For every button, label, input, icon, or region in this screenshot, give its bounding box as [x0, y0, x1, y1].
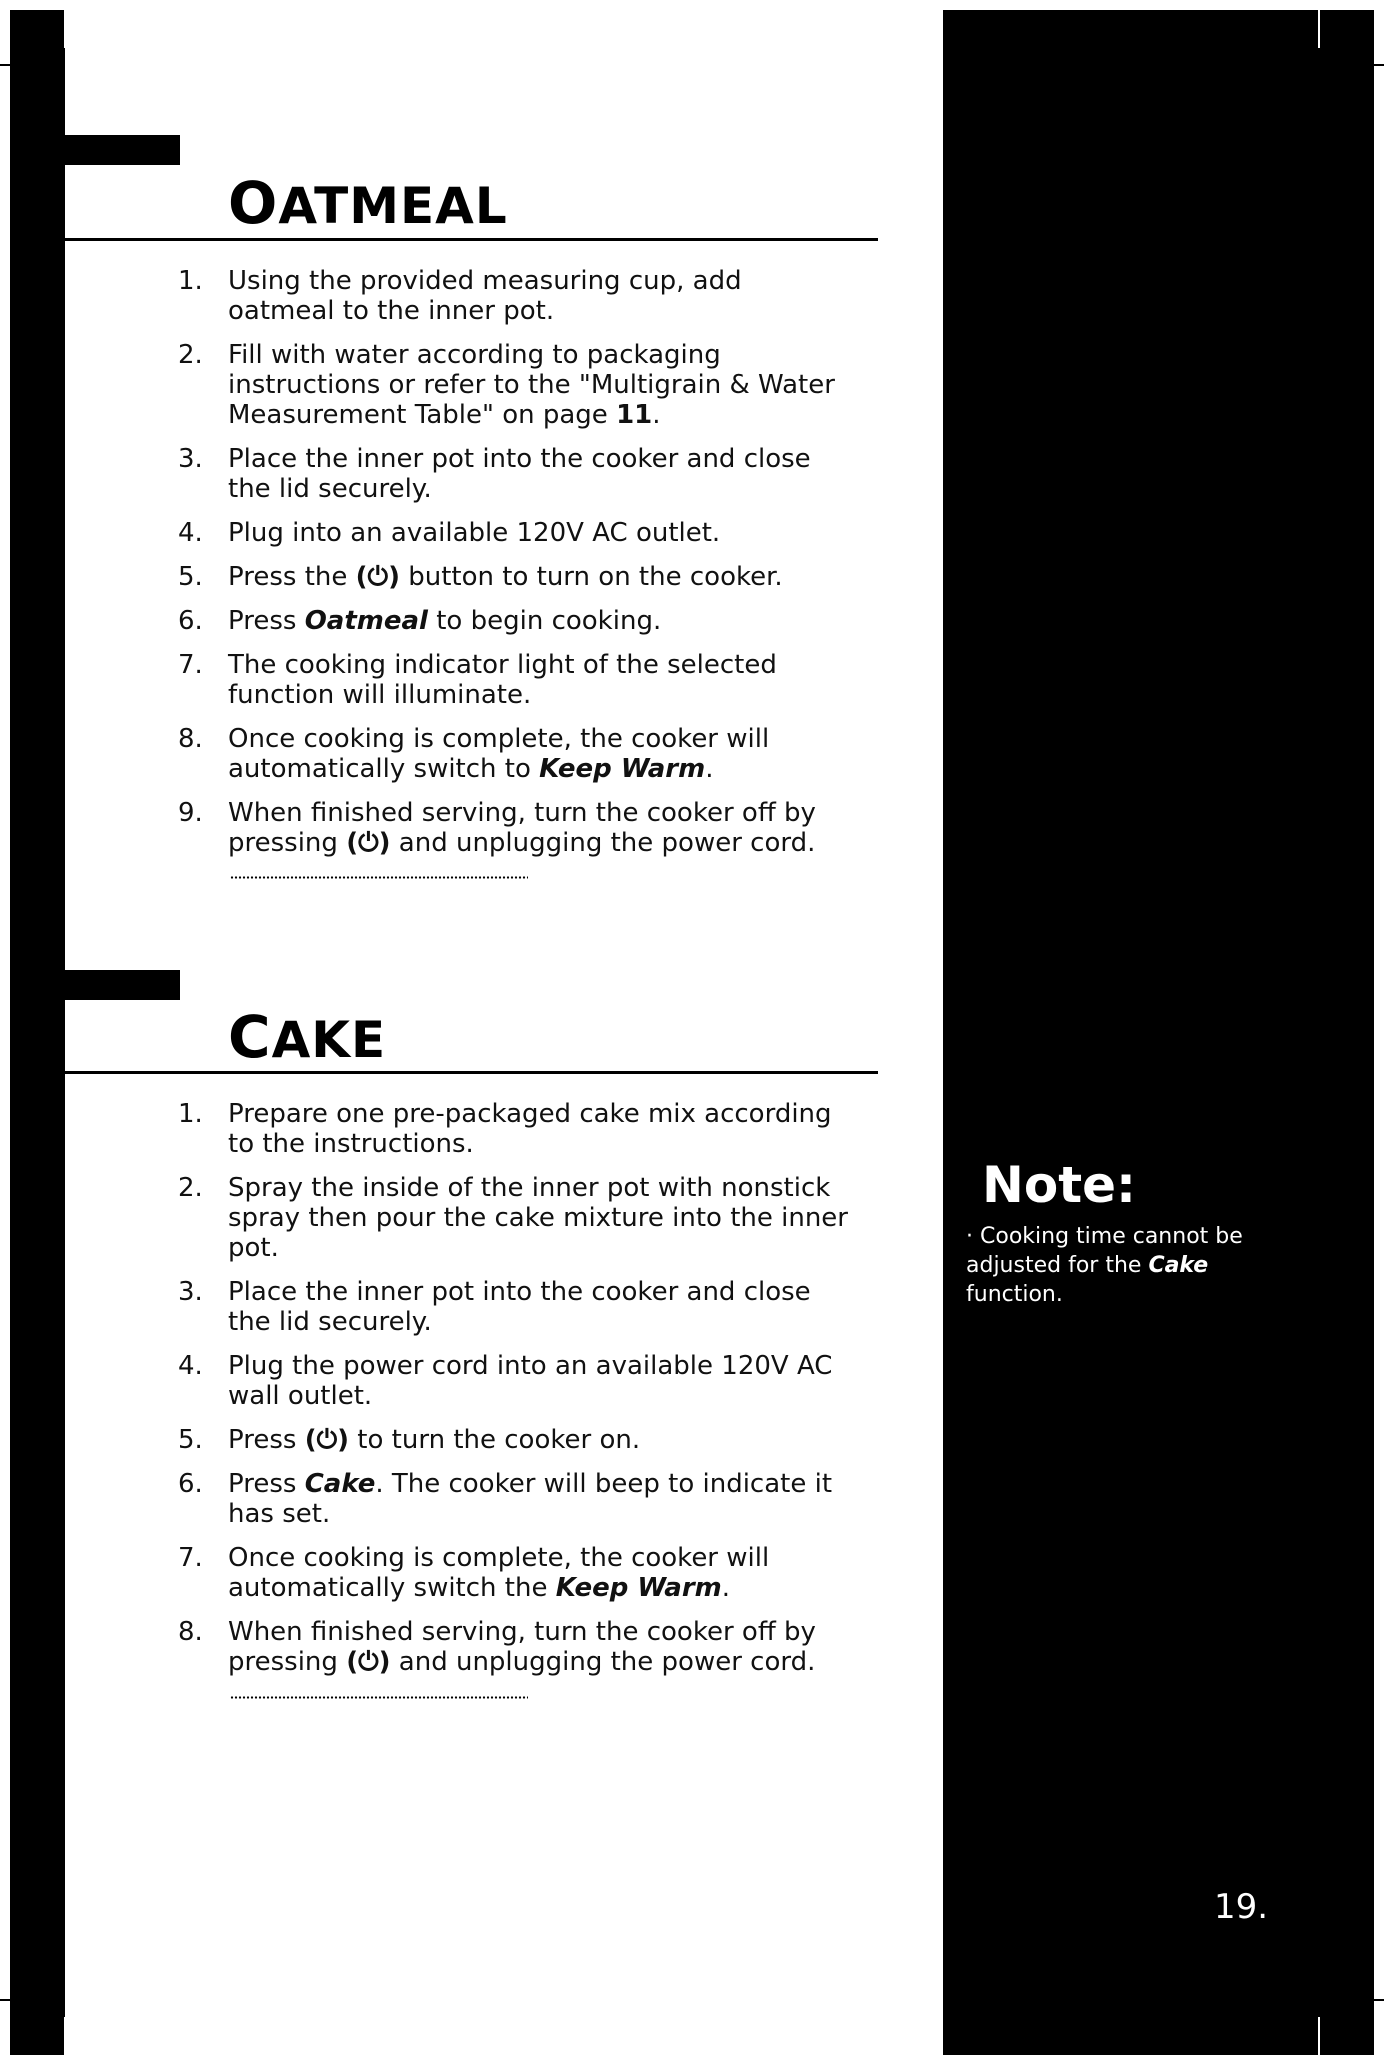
step-number: 4.: [178, 1351, 203, 1381]
step-text: . The cooker will beep to indicate it has set.: [228, 1469, 833, 1529]
power-icon: (⏻): [346, 1647, 391, 1677]
oatmeal-dotted-divider: [230, 876, 528, 879]
step-text: Plug into an available 120V AC outlet.: [228, 518, 721, 548]
page-number: 19.: [1214, 1887, 1269, 1927]
step-number: 7.: [178, 650, 203, 680]
oatmeal-steps-list: [168, 266, 848, 872]
oatmeal-step: [168, 724, 848, 784]
note-bullet: ·: [966, 1224, 973, 1249]
crop-mark: [1336, 1999, 1384, 2001]
step-text: Prepare one pre-packaged cake mix according to the instructions.: [228, 1099, 832, 1159]
step-number: 9.: [178, 798, 203, 828]
step-number: 8.: [178, 1617, 203, 1647]
step-text: to begin cooking.: [427, 606, 662, 636]
function-name: Cake: [304, 1469, 376, 1499]
step-text: .: [721, 1573, 731, 1603]
power-icon: (⏻): [346, 828, 391, 858]
step-text: and unplugging the power cord.: [390, 1647, 816, 1677]
oatmeal-step: [168, 266, 848, 326]
oatmeal-step: [168, 606, 848, 636]
step-text: Press: [228, 1425, 305, 1455]
step-number: 2.: [178, 340, 203, 370]
step-number: 1.: [178, 266, 203, 296]
step-number: 1.: [178, 1099, 203, 1129]
cake-step: [168, 1173, 848, 1263]
step-text: Using the provided measuring cup, add oatmeal to the inner pot.: [228, 266, 742, 326]
oatmeal-title: OATMEAL: [228, 169, 508, 237]
step-text: The cooking indicator light of the selected function will illuminate.: [228, 650, 777, 710]
note-text: · Cooking time cannot be adjusted for the Cake function.: [966, 1224, 1243, 1307]
crop-mark: [0, 1999, 48, 2001]
oatmeal-step: [168, 798, 848, 858]
oatmeal-step: [168, 518, 848, 548]
step-number: 8.: [178, 724, 203, 754]
step-text: When finished serving, turn the cooker off by pressing: [228, 1617, 816, 1677]
step-number: 3.: [178, 1277, 203, 1307]
oatmeal-step: [168, 650, 848, 710]
step-text: to turn the cooker on.: [349, 1425, 641, 1455]
function-name: Oatmeal: [304, 606, 428, 636]
cake-dotted-divider: [230, 1696, 528, 1699]
step-number: 5.: [178, 1425, 203, 1455]
crop-mark: [1318, 2017, 1320, 2065]
step-text: Place the inner pot into the cooker and close the lid securely.: [228, 444, 811, 504]
step-text: Plug the power cord into an available 120V AC wall outlet.: [228, 1351, 833, 1411]
crop-mark: [64, 0, 66, 48]
cake-step: [168, 1617, 848, 1677]
oatmeal-section-tab: [65, 135, 180, 165]
cake-section-tab: [65, 970, 180, 1000]
step-number: 5.: [178, 562, 203, 592]
cake-title-rule: [65, 1071, 878, 1074]
cake-step: [168, 1425, 848, 1455]
left-margin-bar: [10, 10, 65, 2055]
oatmeal-title-rule: [65, 238, 878, 241]
step-text: Spray the inside of the inner pot with nonstick spray then pour the cake mixture into the inner pot.: [228, 1173, 848, 1263]
note-emphasis: Cake: [1148, 1253, 1209, 1278]
power-icon: (⏻): [355, 562, 400, 592]
step-text: 11: [616, 400, 653, 430]
step-text: Once cooking is complete, the cooker will automatically switch the: [228, 1543, 770, 1603]
cake-step: [168, 1543, 848, 1603]
cake-step: [168, 1099, 848, 1159]
step-text: Press: [228, 1469, 305, 1499]
cake-step: [168, 1469, 848, 1529]
step-text: and unplugging the power cord.: [390, 828, 816, 858]
crop-mark: [1336, 64, 1384, 66]
cake-step: [168, 1351, 848, 1411]
crop-mark: [1318, 0, 1320, 48]
step-text: Fill with water according to packaging instructions or refer to the "Multigrain & Water Measurement Table" on page: [228, 340, 835, 430]
step-text: .: [705, 754, 714, 784]
sidebar-panel: [943, 10, 1374, 2055]
step-text: button to turn on the cooker.: [399, 562, 783, 592]
oatmeal-step: [168, 340, 848, 430]
power-icon: (⏻): [304, 1425, 350, 1455]
step-number: 2.: [178, 1173, 203, 1203]
oatmeal-step: [168, 444, 848, 504]
step-number: 3.: [178, 444, 203, 474]
oatmeal-step: [168, 562, 848, 592]
step-number: 6.: [178, 606, 203, 636]
crop-mark: [0, 64, 48, 66]
step-text: Place the inner pot into the cooker and close the lid securely.: [228, 1277, 811, 1337]
step-number: 6.: [178, 1469, 203, 1499]
step-text: Once cooking is complete, the cooker will automatically switch to: [228, 724, 770, 784]
step-text: Press: [228, 606, 305, 636]
step-text: When finished serving, turn the cooker off by pressing: [228, 798, 816, 858]
step-text: Press the: [228, 562, 356, 592]
step-number: 7.: [178, 1543, 203, 1573]
step-number: 4.: [178, 518, 203, 548]
note-title: Note:: [982, 1156, 1137, 1214]
step-text: .: [652, 400, 661, 430]
function-name: Keep Warm: [555, 1573, 722, 1603]
cake-step: [168, 1277, 848, 1337]
cake-steps-list: [168, 1099, 848, 1691]
crop-mark: [64, 2017, 66, 2065]
function-name: Keep Warm: [539, 754, 706, 784]
cake-title: CAKE: [228, 1003, 387, 1071]
